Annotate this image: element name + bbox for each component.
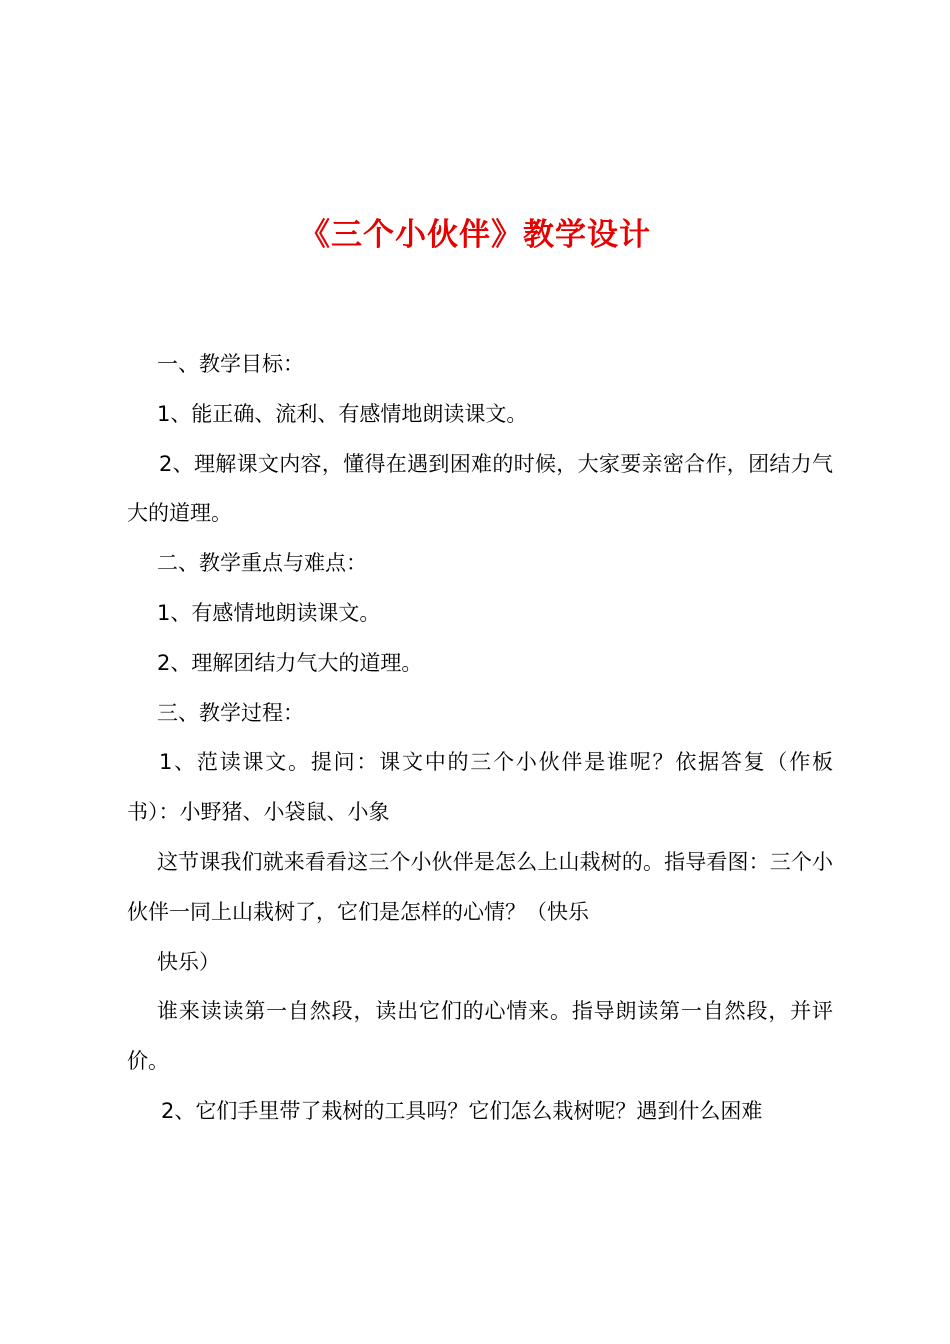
section-heading-key-points: 二、教学重点与难点：: [157, 551, 367, 576]
key-point-item-2: 2、理解团结力气大的道理。: [157, 650, 423, 675]
process-step-1: 1、范读课文。提问：课文中的三个小伙伴是谁呢？依据答复（作板书）：小野猪、小袋鼠、小象: [127, 750, 833, 825]
process-paragraph-happy: 快乐）: [157, 949, 220, 974]
section-heading-process: 三、教学过程：: [157, 700, 304, 725]
process-paragraph-reading: 谁来读读第一自然段，读出它们的心情来。指导朗读第一自然段，并评价。: [127, 999, 833, 1074]
key-point-item-1: 1、有感情地朗读课文。: [157, 600, 381, 625]
section-heading-goals: 一、教学目标：: [157, 352, 304, 376]
process-step-2: 2、它们手里带了栽树的工具吗？它们怎么栽树呢？遇到什么困难: [161, 1098, 763, 1123]
document-title: 《三个小伙伴》教学设计: [299, 217, 651, 253]
process-paragraph-picture: 这节课我们就来看看这三个小伙伴是怎么上山栽树的。指导看图：三个小伙伴一同上山栽树了，它们是怎样的心情？（快乐: [127, 849, 833, 924]
goal-item-1: 1、能正确、流利、有感情地朗读课文。: [157, 401, 528, 426]
goal-item-2: 2、理解课文内容，懂得在遇到困难的时候，大家要亲密合作，团结力气大的道理。: [127, 451, 833, 526]
document-body: [127, 340, 833, 1137]
